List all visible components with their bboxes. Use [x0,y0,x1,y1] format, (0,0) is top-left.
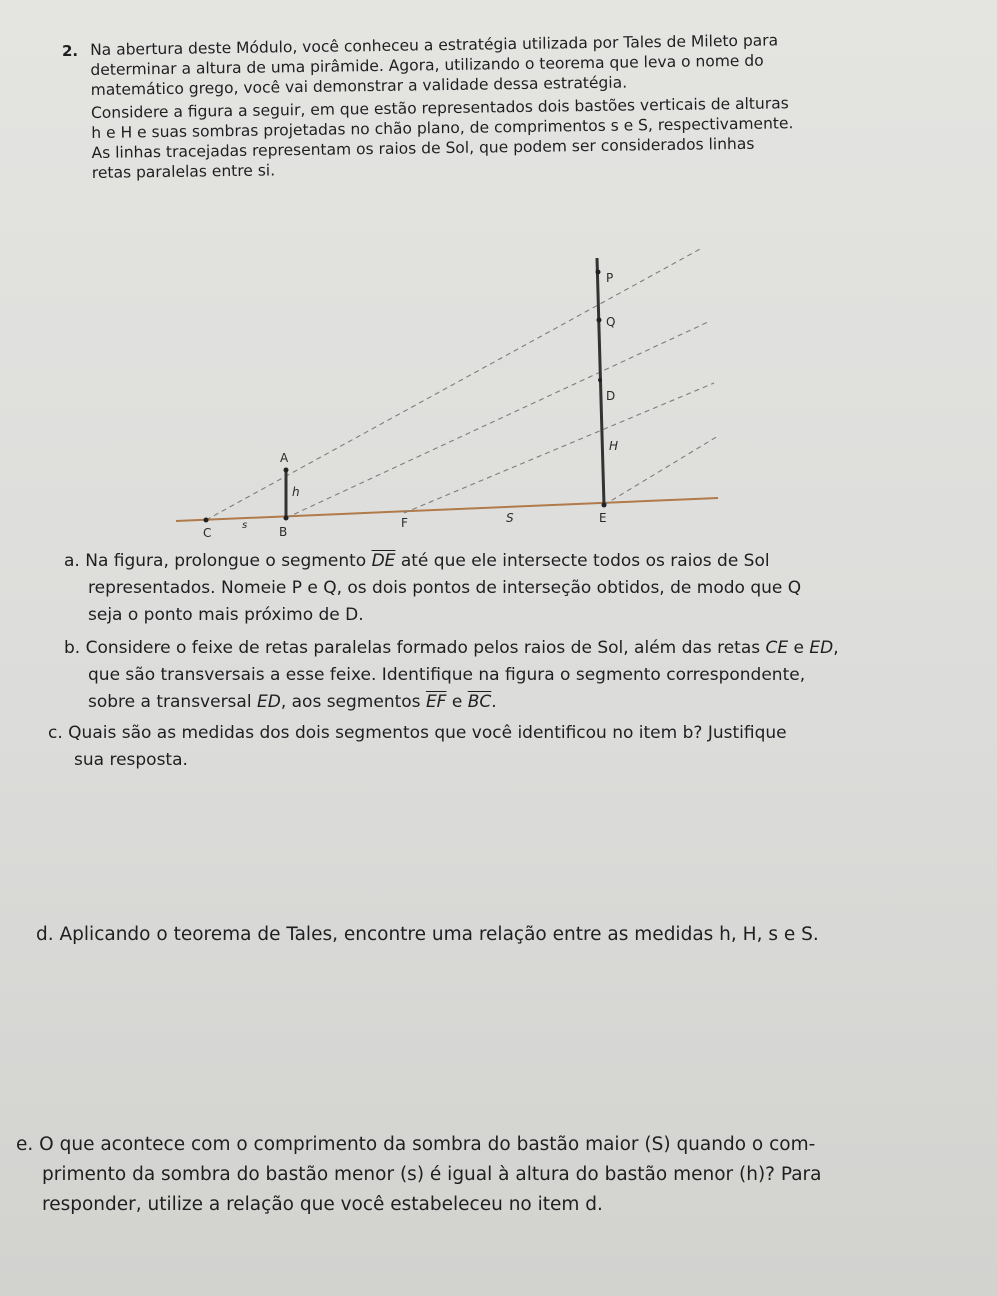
intro-line: Considere a figura a seguir, em que estão representados dois bastões verticais de alturas [90,94,789,122]
point-B [284,516,289,521]
item-e-line3: responder, utilize a relação que você estabeleceu no item d. [42,1194,603,1215]
line-ED: ED [809,638,834,658]
label-h: h [292,485,300,499]
segment-DE: $\overline{DE}$ [371,551,396,571]
item-c-line2: sua resposta. [74,750,188,770]
item-b-text: Considere o feixe de retas paralelas formado pelos raios de Sol, além das retas [85,638,761,658]
item-b-conj: e [451,692,463,712]
label-A: A [280,451,289,465]
intro-line: matemático grego, você vai demonstrar a validade dessa estratégia. [90,73,628,99]
item-b-letter: b. [64,638,81,658]
sun-ray-line [286,322,708,518]
point-E [602,503,607,508]
item-b-punct: , [833,638,839,658]
point-C [204,518,209,523]
item-d-text: Aplicando o teorema de Tales, encontre uma relação entre as medidas h, H, s e S. [59,924,819,945]
intro-line: Na abertura deste Módulo, você conheceu a estratégia utilizada por Tales de Mileto para [90,31,779,59]
segment-BC: $\overline{BC}$ [467,692,492,712]
label-D: D [606,389,616,403]
label-B: B [279,525,288,539]
item-a-text: Na figura, prolongue o segmento [85,551,367,571]
item-a [64,548,801,629]
item-a-text: até que ele intersecte todos os raios de Sol [400,551,770,571]
line-CE: CE [765,638,789,658]
thales-figure [0,0,997,560]
line-ED-ref: ED [256,692,281,712]
item-e-text: O que acontece com o comprimento da sombra do bastão maior (S) quando o com- [39,1134,816,1155]
item-b-line2: que são transversais a esse feixe. Identifique na figura o segmento correspondente, [88,665,806,685]
item-c [48,720,787,774]
intro-line: retas paralelas entre si. [91,161,276,182]
item-d [36,920,819,950]
sun-ray-line [206,248,702,520]
sun-ray-line [404,383,714,513]
intro-line: determinar a altura de uma pirâmide. Agora, utilizando o teorema que leva o nome do [90,51,764,79]
label-S: S [506,511,514,525]
segment-EF: $\overline{EF}$ [425,692,447,712]
item-a-line2: representados. Nomeie P e Q, os dois pontos de interseção obtidos, de modo que Q [88,578,802,598]
item-b [64,635,839,716]
item-b-text: sobre a transversal [88,692,252,712]
item-e [16,1130,821,1220]
ground-line [176,498,718,521]
item-d-letter: d. [36,924,54,945]
label-F: F [401,516,408,530]
label-Q: Q [606,315,616,329]
point-Q [597,318,602,323]
intro-line: As linhas tracejadas representam os raios de Sol, que podem ser considerados linhas [91,134,755,162]
label-H: H [609,439,619,453]
label-P: P [606,271,614,285]
item-b-punct: . [491,692,497,712]
sun-ray-line [604,436,718,505]
item-e-line2: primento da sombra do bastão menor (s) é igual à altura do bastão menor (h)? Para [42,1164,822,1185]
question-number: 2. [62,42,79,60]
label-s: s [242,520,248,531]
point-A [284,468,289,473]
item-c-text: Quais são as medidas dos dois segmentos que você identificou no item b? Justifique [68,723,787,743]
item-b-conj: e [793,638,805,658]
item-e-letter: e. [16,1134,34,1155]
intro-line: h e H e suas sombras projetadas no chão plano, de comprimentos s e S, respectivamente. [91,114,794,142]
item-b-text: , aos segmentos [280,692,421,712]
item-a-letter: a. [64,551,80,571]
item-c-letter: c. [48,723,63,743]
point-D [598,378,602,382]
label-C: C [203,526,212,540]
item-a-line3: seja o ponto mais próximo de D. [88,605,364,625]
label-E: E [599,511,607,525]
point-P [596,270,601,275]
